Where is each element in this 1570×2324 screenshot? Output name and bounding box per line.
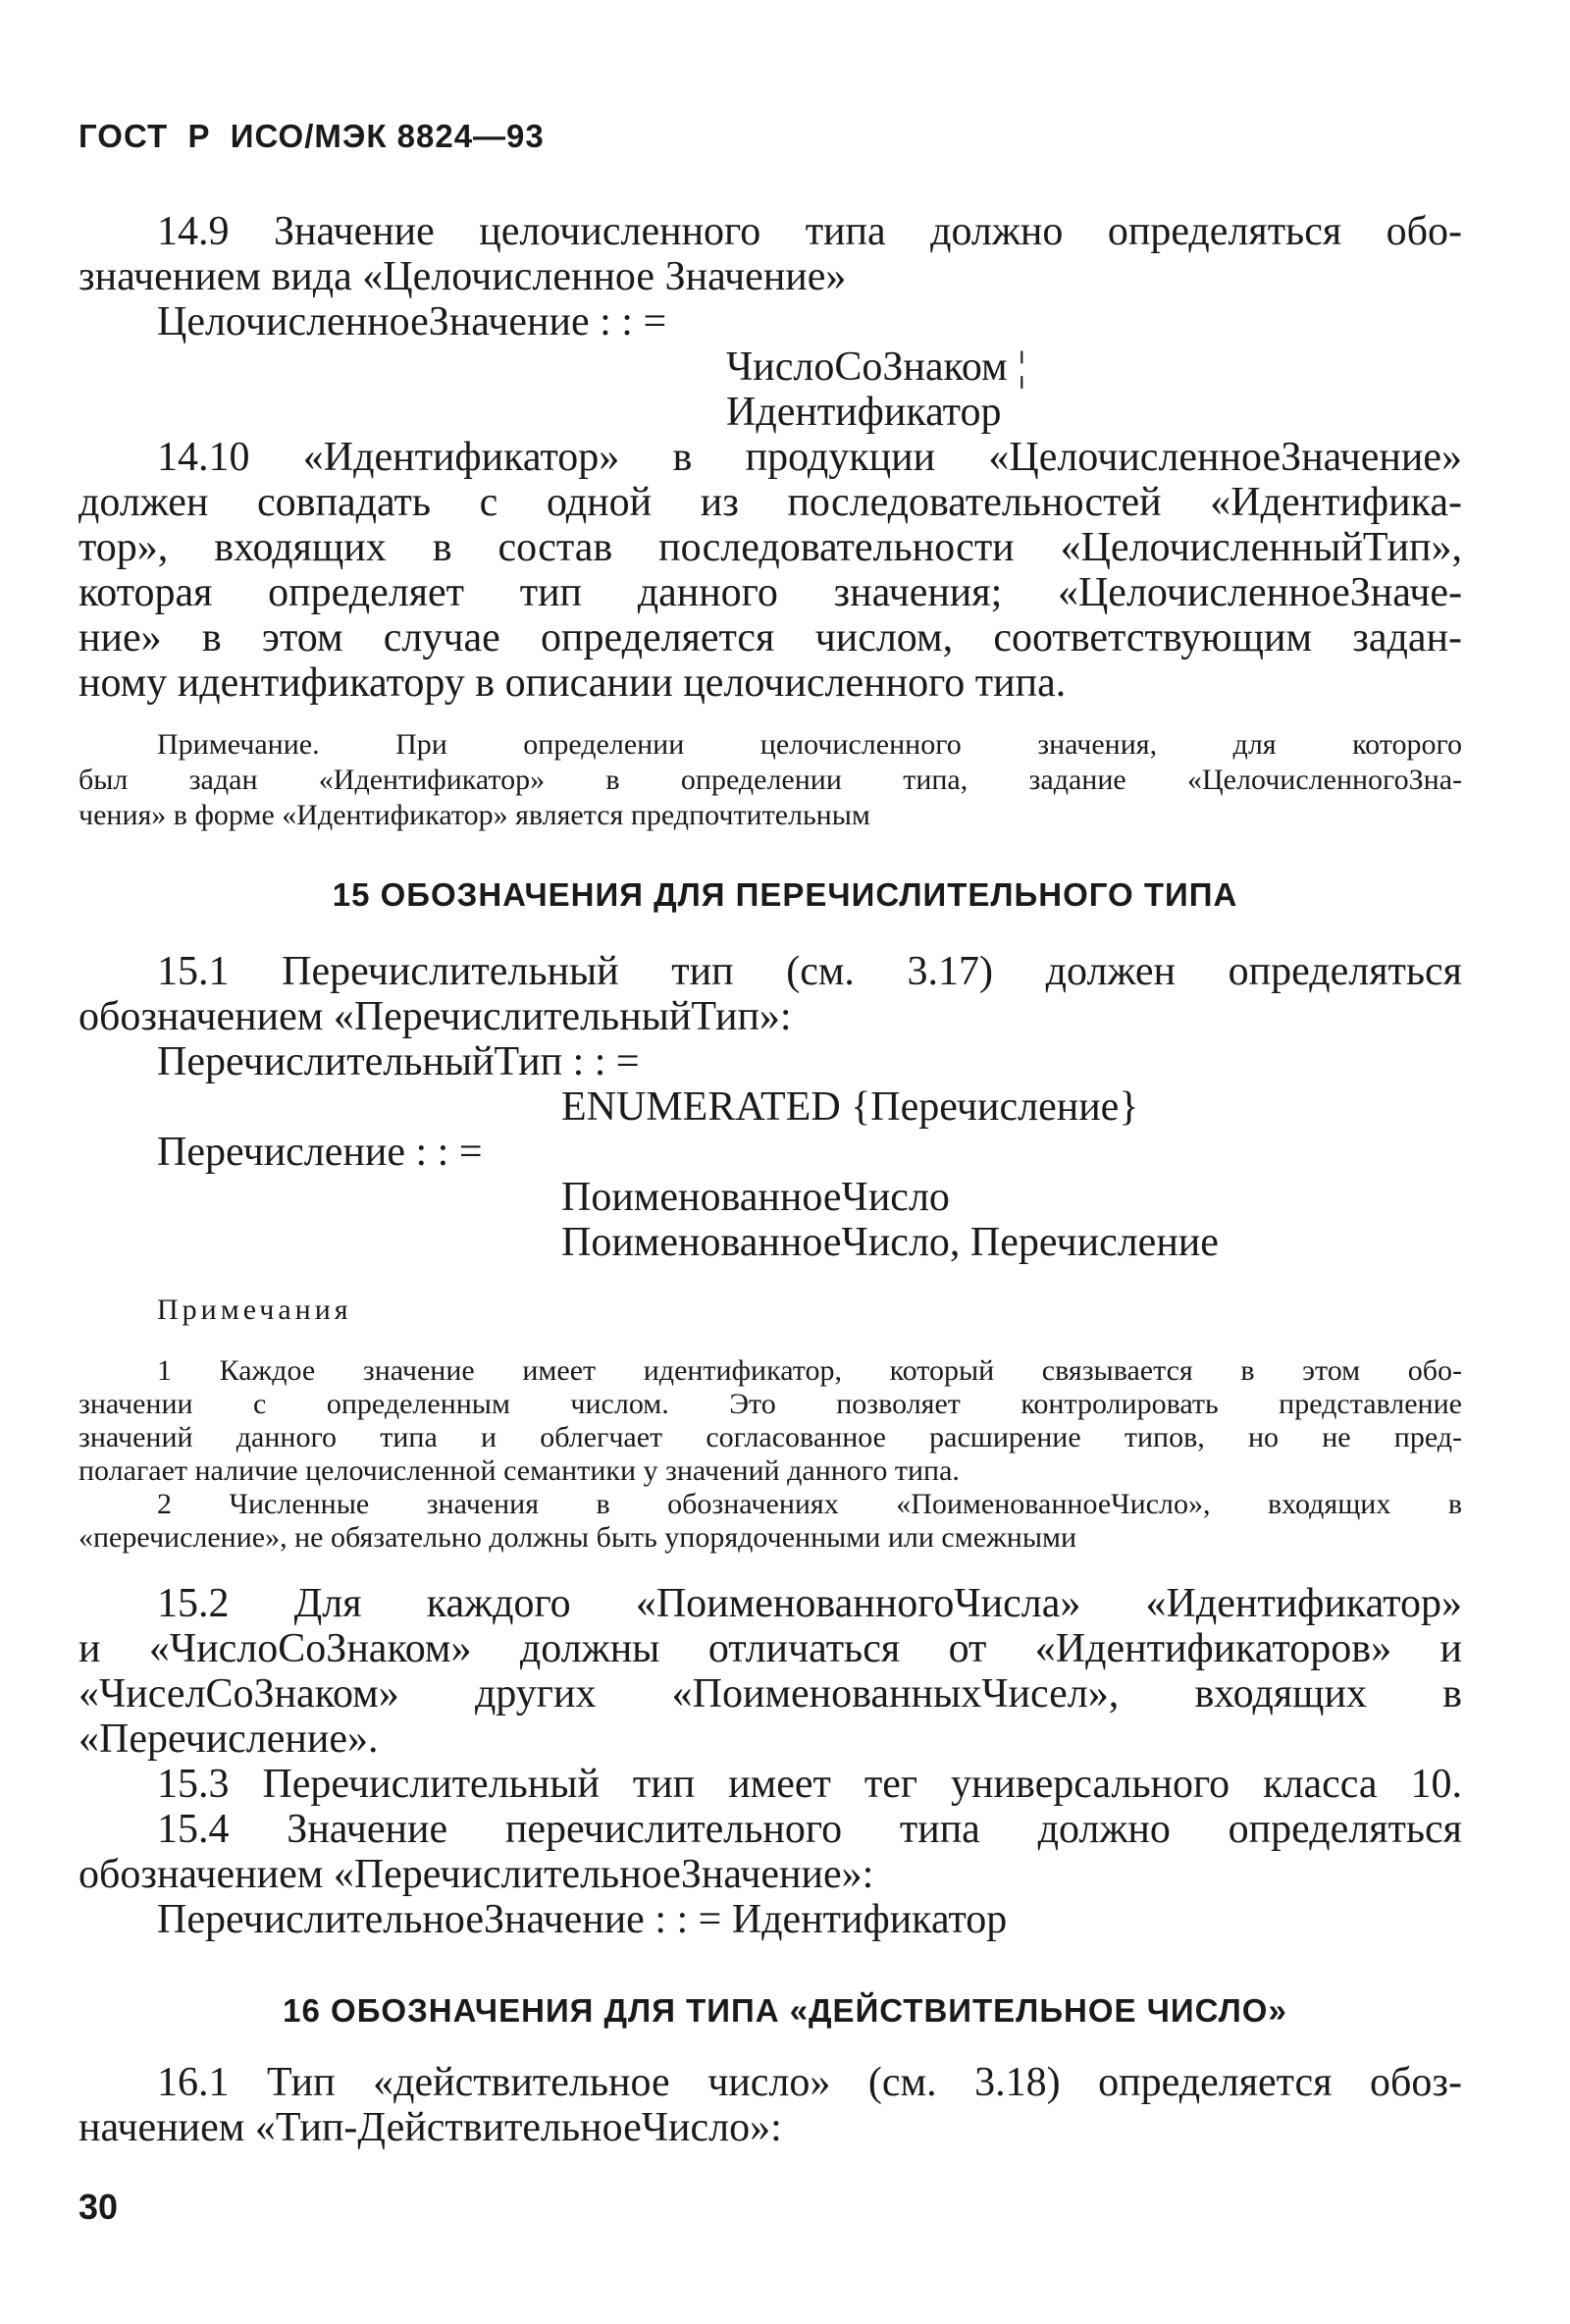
paragraph-15-2-line-2: и «ЧислоСоЗнаком» должны отличаться от «Идентификаторов» и (78, 1626, 1462, 1671)
paragraph-14-10-line-3: тор», входящих в состав последовательности «ЦелочисленныйТип», (78, 525, 1462, 570)
section-15-heading: 15 ОБОЗНАЧЕНИЯ ДЛЯ ПЕРЕЧИСЛИТЕЛЬНОГО ТИПА (332, 876, 1238, 913)
production-enumerated-type-rhs: ENUMERATED {Перечисление} (561, 1084, 1139, 1130)
notes-line-1: 1 Каждое значение имеет идентификатор, который связывается в этом обо- (157, 1354, 1462, 1387)
paragraph-14-9-line-1: 14.9 Значение целочисленного типа должно определяться обо- (157, 209, 1462, 254)
note-line-2: был задан «Идентификатор» в определении типа, задание «ЦелочисленногоЗна- (78, 764, 1462, 796)
notes-line-5: 2 Численные значения в обозначениях «ПоименованноеЧисло», входящих в (157, 1488, 1462, 1520)
production-enumerated-value: ПеречислительноеЗначение : : = Идентификатор (157, 1897, 1008, 1942)
notes-title: Примечания (157, 1294, 352, 1326)
paragraph-15-1-line-2: обозначением «ПеречислительныйТип»: (78, 994, 792, 1039)
paragraph-15-2-line-1: 15.2 Для каждого «ПоименованногоЧисла» «Идентификатор» (157, 1581, 1462, 1626)
paragraph-15-2-line-4: «Перечисление». (78, 1717, 379, 1762)
notes-line-4: полагает наличие целочисленной семантики у значений данного типа. (78, 1454, 960, 1487)
notes-line-3: значений данного типа и облегчает согласованное расширение типов, но не пред- (78, 1421, 1462, 1453)
page-number: 30 (78, 2187, 119, 2227)
paragraph-14-10-line-4: которая определяет тип данного значения; «ЦелочисленноеЗначе- (78, 570, 1462, 615)
production-enumerated-type-lhs: ПеречислительныйТип : : = (157, 1039, 640, 1084)
note-line-3: чения» в форме «Идентификатор» является предпочтительным (78, 799, 870, 831)
running-head: ГОСТ Р ИСО/МЭК 8824—93 (78, 118, 545, 154)
paragraph-15-3: 15.3 Перечислительный тип имеет тег универсального класса 10. (157, 1762, 1462, 1807)
note-line-1: Примечание. При определении целочисленного значения, для которого (157, 728, 1462, 761)
paragraph-14-10-line-5: ние» в этом случае определяется числом, соответствующим задан- (78, 615, 1462, 660)
notes-line-6: «перечисление», не обязательно должны быть упорядоченными или смежными (78, 1521, 1077, 1554)
paragraph-15-4-line-1: 15.4 Значение перечислительного типа должно определяться (157, 1807, 1462, 1852)
paragraph-14-10-line-6: ному идентификатору в описании целочисленного типа. (78, 660, 1067, 706)
paragraph-15-1-line-1: 15.1 Перечислительный тип (см. 3.17) должен определяться (157, 949, 1462, 994)
production-enumeration-lhs: Перечисление : : = (157, 1130, 483, 1175)
production-integer-value-lhs: ЦелочисленноеЗначение : : = (157, 299, 667, 344)
paragraph-15-4-line-2: обозначением «ПеречислительноеЗначение»: (78, 1852, 874, 1897)
paragraph-16-1-line-1: 16.1 Тип «действительное число» (см. 3.18) определяется обоз- (157, 2060, 1462, 2105)
production-integer-value-alt-1: ЧислоСоЗнаком ¦ (726, 344, 1026, 390)
paragraph-14-10-line-2: должен совпадать с одной из последовательностей «Идентифика- (78, 480, 1462, 525)
paragraph-16-1-line-2: начением «Тип-ДействительноеЧисло»: (78, 2105, 782, 2150)
notes-line-2: значении с определенным числом. Это позволяет контролировать представление (78, 1388, 1462, 1420)
paragraph-14-10-line-1: 14.10 «Идентификатор» в продукции «ЦелочисленноеЗначение» (157, 435, 1462, 480)
production-enumeration-alt-2: ПоименованноеЧисло, Перечисление (561, 1220, 1219, 1265)
section-16-heading: 16 ОБОЗНАЧЕНИЯ ДЛЯ ТИПА «ДЕЙСТВИТЕЛЬНОЕ ЧИСЛО» (283, 1992, 1287, 2029)
production-integer-value-alt-2: Идентификатор (726, 390, 1002, 435)
paragraph-15-2-line-3: «ЧиселСоЗнаком» других «ПоименованныхЧисел», входящих в (78, 1671, 1462, 1717)
production-enumeration-alt-1: ПоименованноеЧисло (561, 1175, 950, 1220)
paragraph-14-9-line-2: значением вида «Целочисленное Значение» (78, 254, 847, 299)
